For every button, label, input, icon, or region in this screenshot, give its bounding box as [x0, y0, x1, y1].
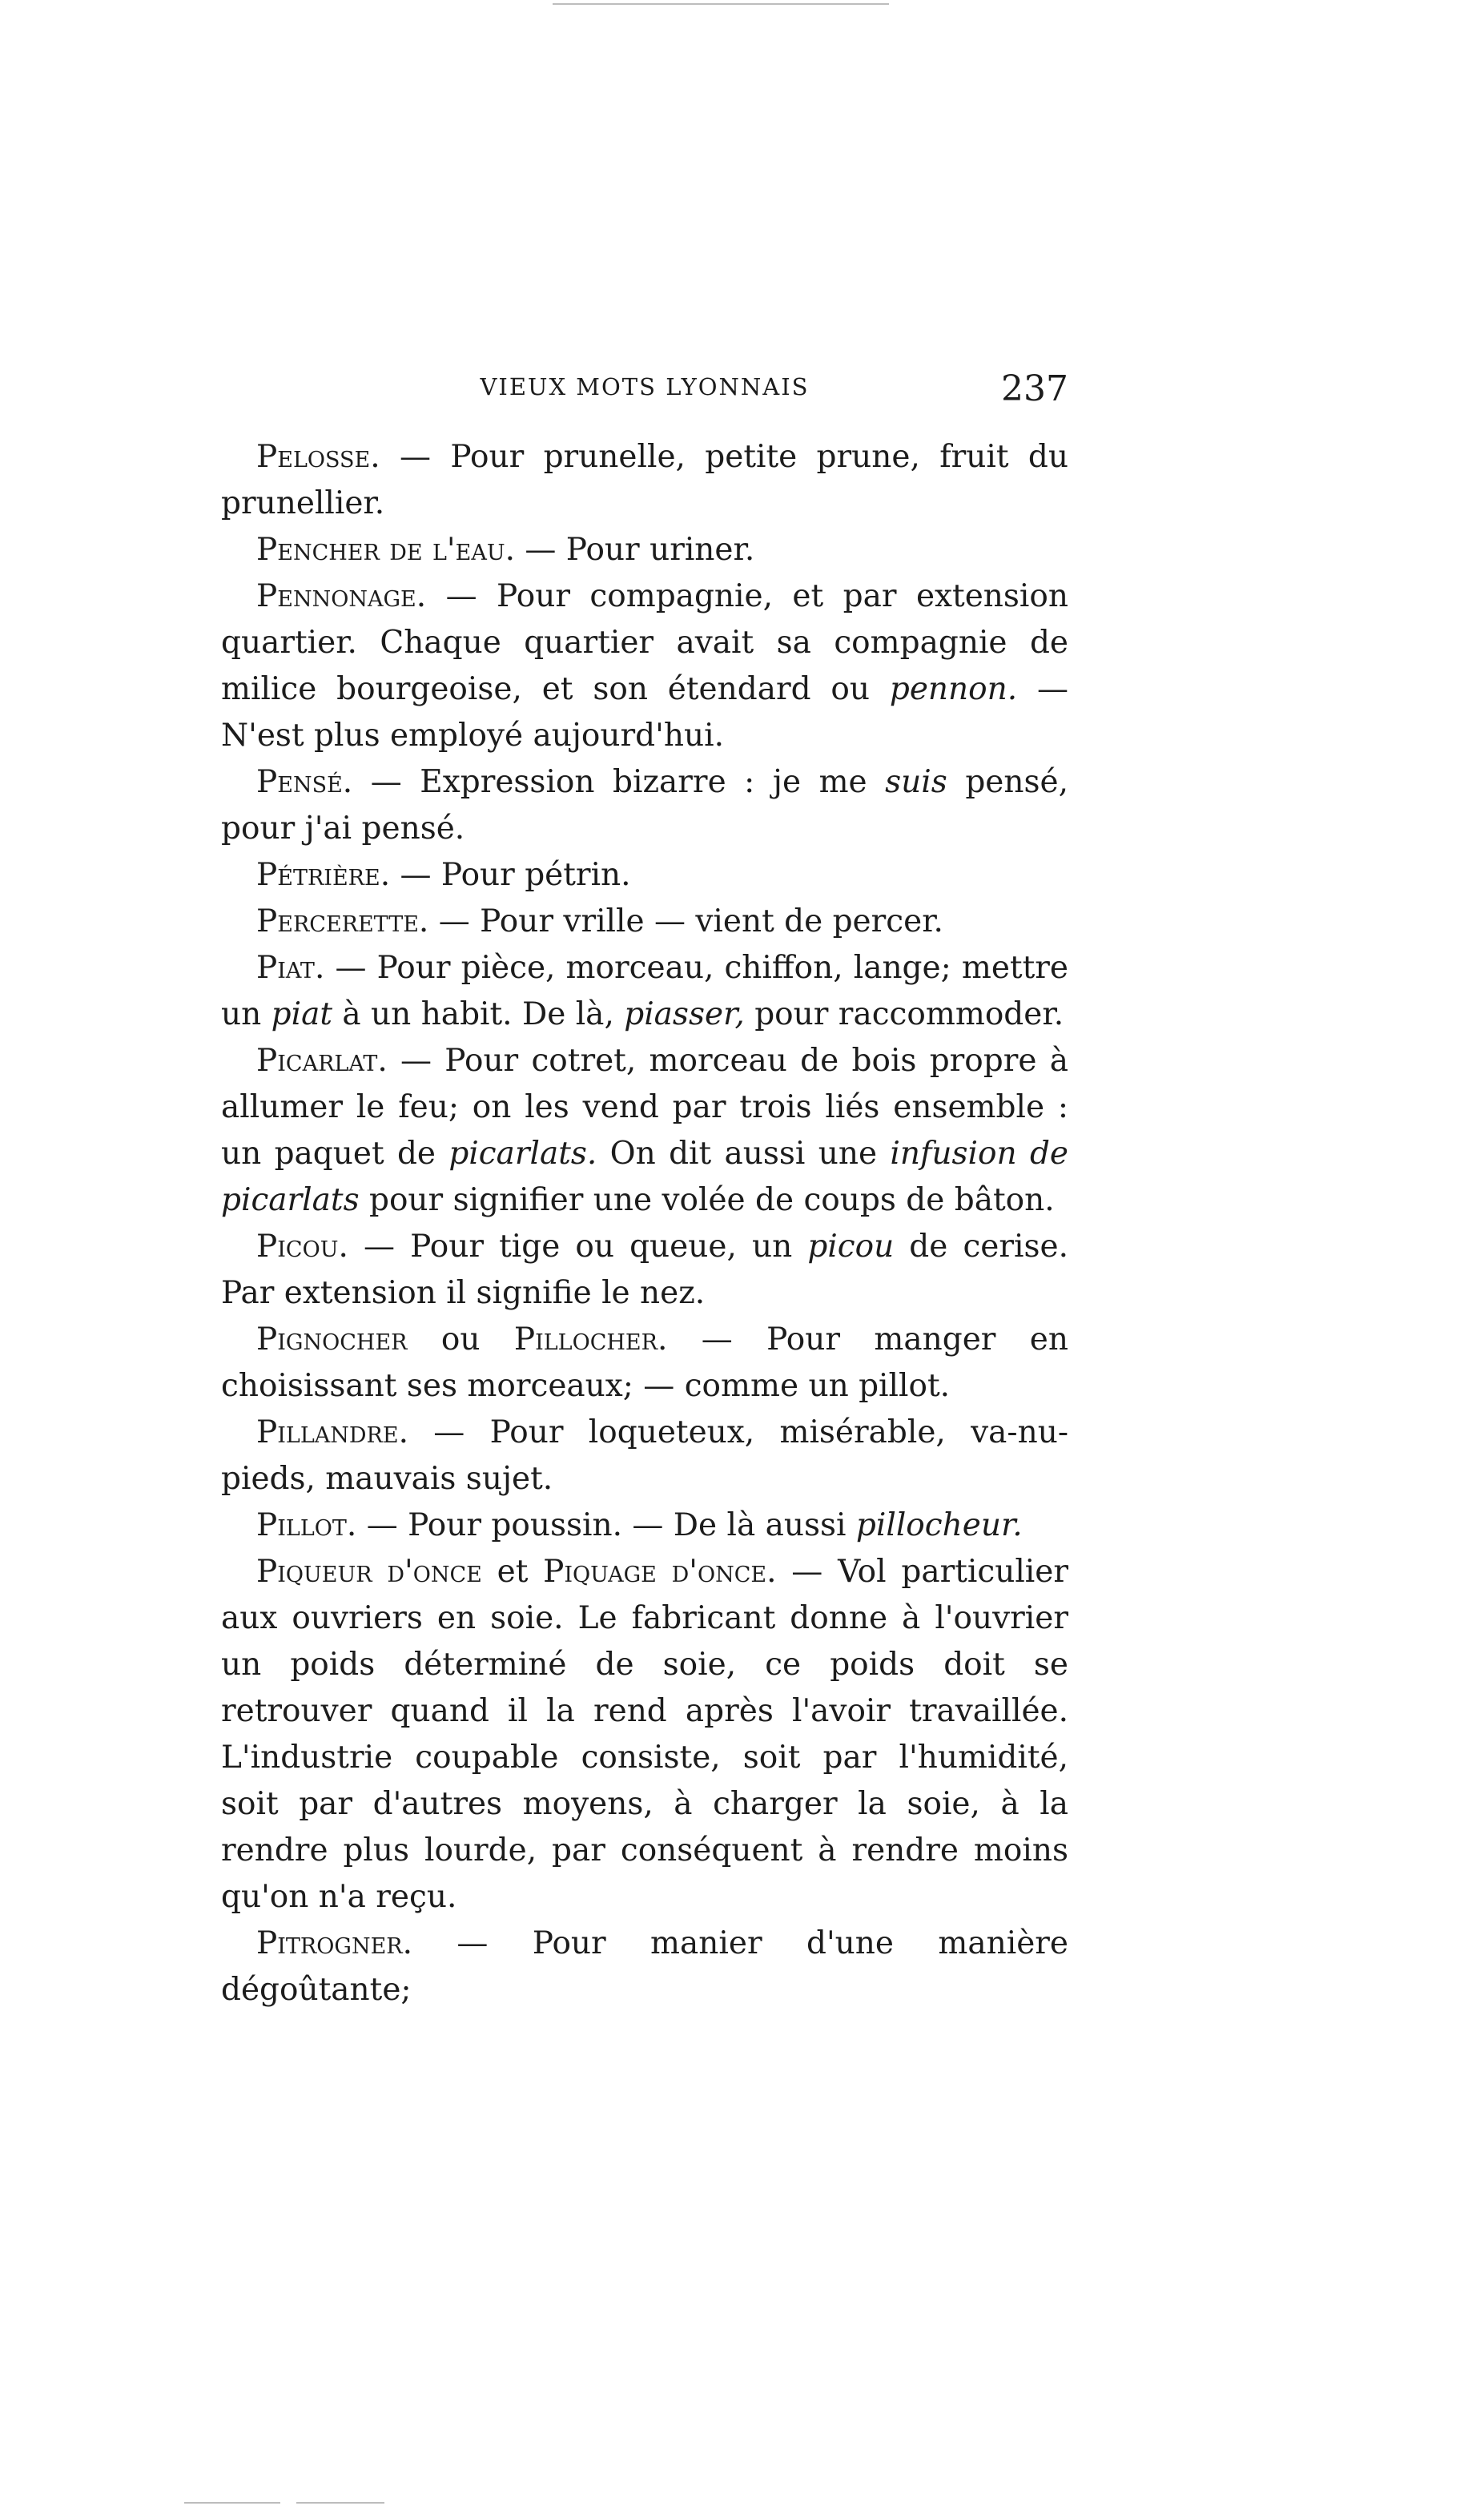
definition-text: — Vol particulier aux ouvriers en soie. Le fabricant donne à l'ouvrier un poids déterminé de soie, ce poids doit se retrouver quand il la rend après l'avoir travaillée. L'industrie coupable consiste, soit par l'humidité, soit par d'autres moyens, à charger la soie, à la rendre plus lourde, par conséquent à rendre moins qu'on n'a reçu. — [221, 1554, 1069, 1915]
italic-term: picarlats. — [448, 1136, 597, 1172]
page-number: 237 — [1001, 368, 1068, 409]
definition-text: pour raccommoder. — [744, 996, 1064, 1032]
headword: Pennonage. — [256, 578, 427, 614]
headword: Picarlat. — [256, 1043, 388, 1079]
page-header — [221, 368, 1068, 421]
italic-term: picou — [807, 1229, 895, 1265]
definition-text: — Pour poussin. — De là aussi — [356, 1507, 856, 1543]
italic-term: infusion de picarlats — [221, 1136, 1068, 1218]
entry-percerette — [221, 899, 1068, 945]
definition-text: — N'est plus employé aujourd'hui. — [221, 671, 1068, 754]
entry-piat — [221, 945, 1068, 1038]
bottom-edge-rule-left — [184, 2502, 280, 2504]
italic-term: pillocheur. — [855, 1507, 1023, 1543]
entry-pitrogner — [221, 1921, 1068, 2013]
italic-term: piat — [271, 996, 333, 1032]
definition-text: — Pour vrille — vient de percer. — [428, 903, 943, 939]
headword: Piqueur d'once — [256, 1554, 482, 1590]
definition-text: — Pour cotret, morceau de bois propre à allumer le feu; on les vend par trois liés ensemble : un paquet de — [221, 1043, 1068, 1172]
headword: Percerette. — [256, 903, 429, 939]
definition-text: — Pour prunelle, petite prune, fruit du prunellier. — [221, 439, 1068, 521]
headword: Piat. — [256, 950, 325, 986]
definition-text: On dit aussi une — [597, 1136, 891, 1172]
headword: Pétrière. — [256, 857, 391, 893]
definition-text: — Pour tige ou queue, un — [348, 1229, 808, 1265]
italic-term: suis — [885, 764, 947, 800]
definition-text: — Pour manier d'une manière dégoûtante; — [221, 1925, 1068, 2008]
definition-text: à un habit. De là, — [332, 996, 625, 1032]
definition-text: — Pour pétrin. — [390, 857, 631, 893]
entry-pencher-de-l-eau — [221, 527, 1068, 573]
headword-variant: Piquage d'once. — [543, 1554, 777, 1590]
entry-pelosse — [221, 434, 1068, 527]
definition-text: — Pour pièce, morceau, chiffon, lange; mettre un — [221, 950, 1068, 1032]
entry-picarlat — [221, 1038, 1068, 1224]
top-edge-rule — [553, 3, 889, 5]
headword: Pignocher — [256, 1321, 408, 1358]
entry-piqueur-d-once — [221, 1549, 1068, 1921]
definition-text: — Pour manger en choisissant ses morceaux; — comme un pillot. — [221, 1321, 1068, 1404]
headword: Pensé. — [256, 764, 353, 800]
definition-text: — Expression bizarre : je me — [352, 764, 886, 800]
definition-text: pensé, pour j'ai pensé. — [221, 764, 1068, 847]
entry-pillandre — [221, 1410, 1068, 1502]
dictionary-entries — [221, 434, 1068, 2013]
entry-pillot — [221, 1502, 1068, 1549]
headword: Picou. — [256, 1229, 348, 1265]
headword: Pencher de l'eau. — [256, 532, 515, 568]
entry-pense — [221, 759, 1068, 852]
headword: Pitrogner. — [256, 1925, 413, 1961]
italic-term: pennon. — [889, 671, 1018, 707]
italic-term: piasser, — [624, 996, 745, 1032]
headword: Pillot. — [256, 1507, 357, 1543]
definition-text: — Pour compagnie, et par extension quartier. Chaque quartier avait sa compagnie de milice bourgeoise, et son étendard ou — [221, 578, 1068, 707]
definition-text: — Pour loqueteux, misérable, va-nu-pieds, mauvais sujet. — [221, 1414, 1068, 1497]
headword-variant: Pillocher. — [513, 1321, 668, 1358]
headword: Pillandre. — [256, 1414, 408, 1450]
definition-text: de cerise. Par extension il signifie le nez. — [221, 1229, 1068, 1311]
entry-petriere — [221, 852, 1068, 899]
running-head: VIEUX MOTS LYONNAIS — [480, 373, 810, 400]
entry-pennonage — [221, 573, 1068, 759]
definition-text: — Pour uriner. — [514, 532, 755, 568]
bottom-edge-rule-middle — [296, 2502, 384, 2504]
definition-text: pour signifier une volée de coups de bâton. — [359, 1182, 1055, 1218]
definition-text: ou — [407, 1321, 514, 1358]
definition-text: et — [481, 1554, 544, 1590]
entry-picou — [221, 1224, 1068, 1317]
entry-pignocher — [221, 1317, 1068, 1410]
headword: Pelosse. — [256, 439, 380, 475]
